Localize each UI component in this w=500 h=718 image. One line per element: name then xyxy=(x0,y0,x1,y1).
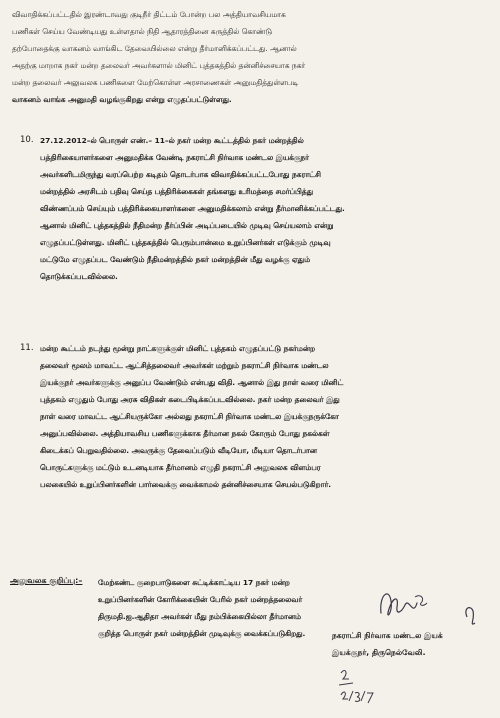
text-line: தலைவர் மூலம் மாவட்ட ஆட்சித்தலைவர் அவர்கள் மற்றும் நகராட்சி நிர்வாக மண்டல xyxy=(40,361,329,370)
item-number: 10. xyxy=(20,135,34,145)
text-line: பத்திரிகையாளர்களை அனுமதிக்க வேண்டி நகராட்சி நிர்வாக மண்டல இயக்குநர் xyxy=(40,153,310,162)
text-line: தற்போதைக்கு வாகனம் வாங்கிட தேவையில்லை என்று தீர்மானிக்கப்பட்டது. ஆனால் xyxy=(12,44,297,53)
officer-designation: நகராட்சி நிர்வாக மண்டல இயக் xyxy=(332,631,443,640)
office-note-label: அலுவலக குறிப்பு:– xyxy=(10,576,83,585)
text-line: தொடுக்கப்படவில்லை. xyxy=(40,272,118,281)
handwritten-signature xyxy=(375,583,485,633)
text-line: மன்ற கூட்டம் நடந்து மூன்று நாட்களுக்குள் மினிட் புத்தகம் எழுதப்பட்டு நகர்மன்ற xyxy=(40,344,316,353)
text-line: அனுப்பவில்லை. அத்தியாவசிய பணிகளுக்காக தீர்மான நகல் கோரும் போது நகல்கள் xyxy=(40,429,330,438)
text-line: இயக்குநர் அவர்களுக்கு அனுப்ப வேண்டும் என்பது விதி. ஆனால் இது நாள் வரை மினிட் xyxy=(40,378,344,387)
text-line: கிடைக்கப் பெறுவதில்லை. அவருக்கு தேவைப்படும் வீடியோ, மீடியா தொடர்பான xyxy=(40,446,317,455)
officer-location: இயக்குநர், திருநெல்வேலி. xyxy=(332,648,426,657)
text-line: விண்ணப்பம் செய்யும் பத்திரிக்கையாளர்களை அனுமதிக்கலாம் என்று தீர்மானிக்கப்பட்டது. xyxy=(40,204,345,213)
signature-block xyxy=(332,627,492,661)
text-line: எழுதப்பட்டுள்ளது. மினிட் புத்தகத்தில் பெரும்பான்மை உறுப்பினர்கள் எடுக்கும் முடிவு xyxy=(40,238,331,247)
text-line: விவாதிக்கப்பட்டதில் இரண்டாவது குடிநீர் திட்டம் போன்ற பல அத்தியாவசியமாக xyxy=(12,10,286,19)
handwritten-date xyxy=(335,665,385,707)
text-line: புத்தகம் எழுதும் போது அரசு விதிகள் கடைபிடிக்கப்படவில்லை. நகர் மன்ற தலைவர் இது xyxy=(40,395,340,404)
text-line: மன்றத்தில் அரசிடம் பதிவு செய்த பத்திரிக்கைகள் தங்களது உரிமத்தை சமர்ப்பித்து xyxy=(40,187,314,196)
text-line: மட்டுமே எழுதப்பட வேண்டும் நீதிமன்றத்தில் நகர் மன்றத்தின் மீது வழக்கு ஏதும் xyxy=(40,255,311,264)
text-line: குறித்த பொருள் நகர் மன்றத்தின் முடிவுக்கு வைக்கப்படுகிறது. xyxy=(98,629,306,638)
text-line: மன்ற தலைவர் அலுவலக பணிகளை மேற்கொள்ள அரசாணைகள் அனுமதித்துள்ளபடி xyxy=(12,78,299,87)
item-10 xyxy=(20,132,486,292)
item-11-body xyxy=(40,340,486,493)
text-line: பலகையில் உறுப்பினர்களின் பார்வைக்கு வைக்காமல் தன்னிச்சையாக செயல்படுகிறார். xyxy=(40,480,332,489)
item-number: 11. xyxy=(20,343,34,353)
paragraph-top xyxy=(12,6,484,108)
text-line: வாகனம் வாங்க அனுமதி வழங்குகிறது என்று எழுதப்பட்டுள்ளது. xyxy=(12,95,232,104)
text-line: திருமதி.ஐ.ஆதிதா அவர்கள் மீது நம்பிக்கையில்லா தீர்மானம் xyxy=(98,612,301,621)
text-line: ஆனால் மினிட் புத்தகத்தில் நீதிமன்ற தீர்ப்பின் அடிப்படையில் முடிவு செய்யலாம் என்று xyxy=(40,221,334,230)
text-line: மேற்கண்ட குறைபாடுகளை சுட்டிக்காட்டிய 17 நகர் மன்ற xyxy=(98,578,290,587)
item-10-body xyxy=(40,132,486,285)
text-line: பணிகள் செய்ய வேண்டியது உள்ளதால் நிதி ஆதாரத்தினை கருத்தில் கொண்டு xyxy=(12,27,273,36)
text-line: 27.12.2012–ல் பொருள் எண்.– 11–ல் நகர் மன்ற கூட்டத்தில் நகர் மன்றத்தில் xyxy=(40,136,304,145)
text-line: பொருட்களுக்கு மட்டும் உடனடியாக தீர்மானம் எழுதி நகராட்சி அலுவலக விளம்பர xyxy=(40,463,321,472)
text-line: நாள் வரை மாவட்ட ஆட்சியருக்கோ அல்லது நகராட்சி நிர்வாக மண்டல இயக்குநருக்கோ xyxy=(40,412,339,421)
item-11 xyxy=(20,340,486,500)
text-line: அதற்கு மாறாக நகர் மன்ற தலைவர் அவர்களால் மினிட் புத்தகத்தில் தன்னிச்சையாக நகர் xyxy=(12,61,306,70)
text-line: உறுப்பினர்களின் கோரிக்கையின் பேரில் நகர் மன்றத்தலைவர் xyxy=(98,595,303,604)
text-line: அவர்களிடமிருந்து வரப்பெற்ற கடிதம் தொடர்பாக விவாதிக்கப்பட்டபோது நகராட்சி xyxy=(40,170,321,179)
